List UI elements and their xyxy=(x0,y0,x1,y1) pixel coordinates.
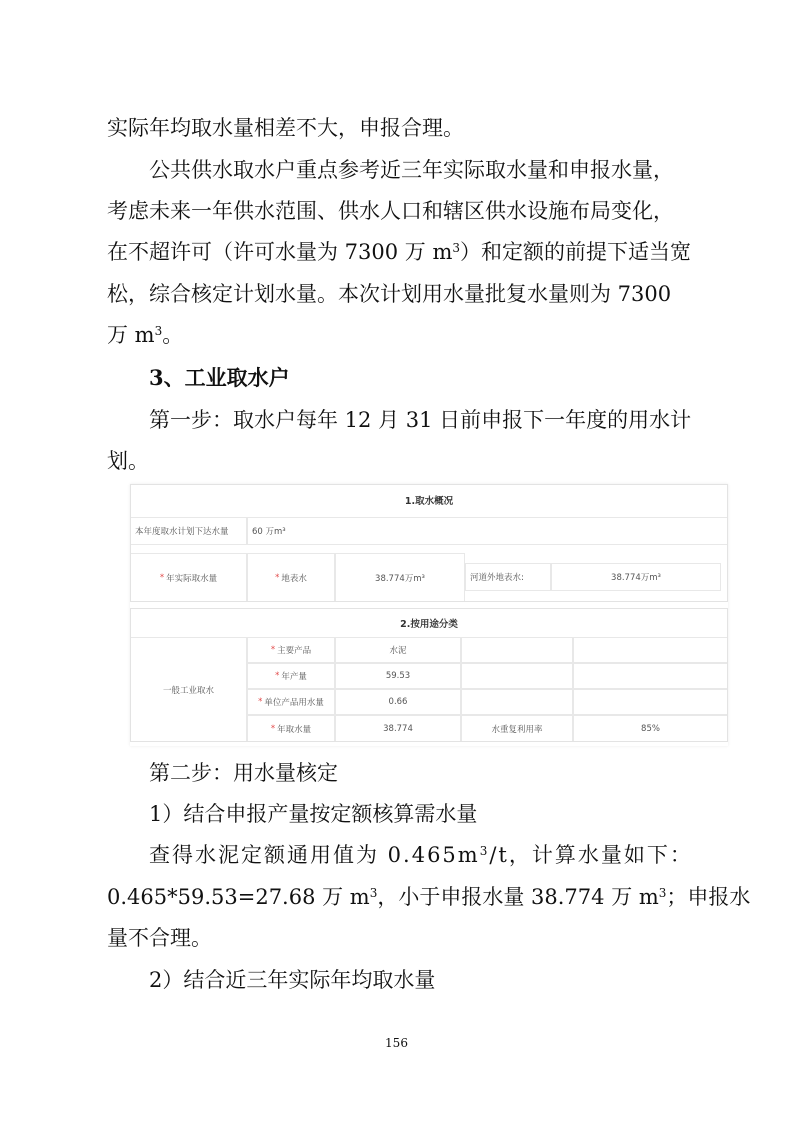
paragraph-line: 万 $m^3$。 xyxy=(107,323,184,347)
surface-value: 38.774万m³ xyxy=(335,553,465,601)
paragraph-line: 第一步：取水户每年 12 月 31 日前申报下一年度的用水计 xyxy=(149,408,692,432)
page-number: 156 xyxy=(385,1036,408,1050)
paragraph-line: 考虑未来一年供水范围、供水人口和辖区供水设施布局变化， xyxy=(107,199,674,223)
reuse-label: 水重复利用率 xyxy=(461,715,573,741)
section-water-overview xyxy=(130,484,728,602)
paragraph-line: 划。 xyxy=(107,449,149,473)
row-label: * 年产量 xyxy=(247,663,335,689)
empty-cell xyxy=(461,663,573,689)
surface-label: * 地表水 xyxy=(247,553,335,601)
row-value: 0.66 xyxy=(335,689,461,715)
row-label: * 主要产品 xyxy=(247,637,335,663)
plan-value: 60 万m³ xyxy=(247,517,727,545)
section-title: 2.按用途分类 xyxy=(400,619,458,630)
offchannel-value: 38.774万m³ xyxy=(551,563,721,591)
section-heading: 3、工业取水户 xyxy=(149,365,290,390)
plan-label: 本年度取水计划下达水量 xyxy=(131,517,247,545)
offchannel-label: 河道外地表水: xyxy=(465,563,551,591)
paragraph-line: 0.465*59.53=27.68 万 $m^3$，小于申报水量 38.774 万 $m^3$；申报水 xyxy=(107,885,751,909)
paragraph-line: 2）结合近三年实际年均取水量 xyxy=(149,968,436,992)
empty-cell xyxy=(573,689,727,715)
empty-cell xyxy=(461,689,573,715)
paragraph-line: 实际年均取水量相差不大，申报合理。 xyxy=(107,116,464,140)
row-value: 水泥 xyxy=(335,637,461,663)
form-screenshot xyxy=(130,484,728,746)
row-label: * 单位产品用水量 xyxy=(247,689,335,715)
empty-cell xyxy=(573,663,727,689)
category-label: 一般工业取水 xyxy=(131,637,247,741)
paragraph-line: 查得水泥定额通用值为 $0.465m^3/t$，计算水量如下： xyxy=(149,843,693,867)
section-usage-category xyxy=(130,608,728,742)
paragraph-line: 松，综合核定计划水量。本次计划用水量批复水量则为 7300 xyxy=(107,282,672,306)
section-title: 1.取水概况 xyxy=(404,496,454,507)
row-value: 38.774 xyxy=(335,715,461,741)
row-label: * 年取水量 xyxy=(247,715,335,741)
empty-cell xyxy=(461,637,573,663)
reuse-value: 85% xyxy=(573,715,727,741)
row-value: 59.53 xyxy=(335,663,461,689)
paragraph-line: 1）结合申报产量按定额核算需水量 xyxy=(149,802,478,826)
paragraph-line: 公共供水取水户重点参考近三年实际取水量和申报水量， xyxy=(149,158,674,182)
paragraph-line: 第二步：用水量核定 xyxy=(149,761,338,785)
paragraph-line: 在不超许可（许可水量为 7300 万 $m^3$）和定额的前提下适当宽 xyxy=(107,240,692,264)
actual-label: * 年实际取水量 xyxy=(131,553,247,601)
paragraph-line: 量不合理。 xyxy=(107,926,212,950)
empty-cell xyxy=(573,637,727,663)
